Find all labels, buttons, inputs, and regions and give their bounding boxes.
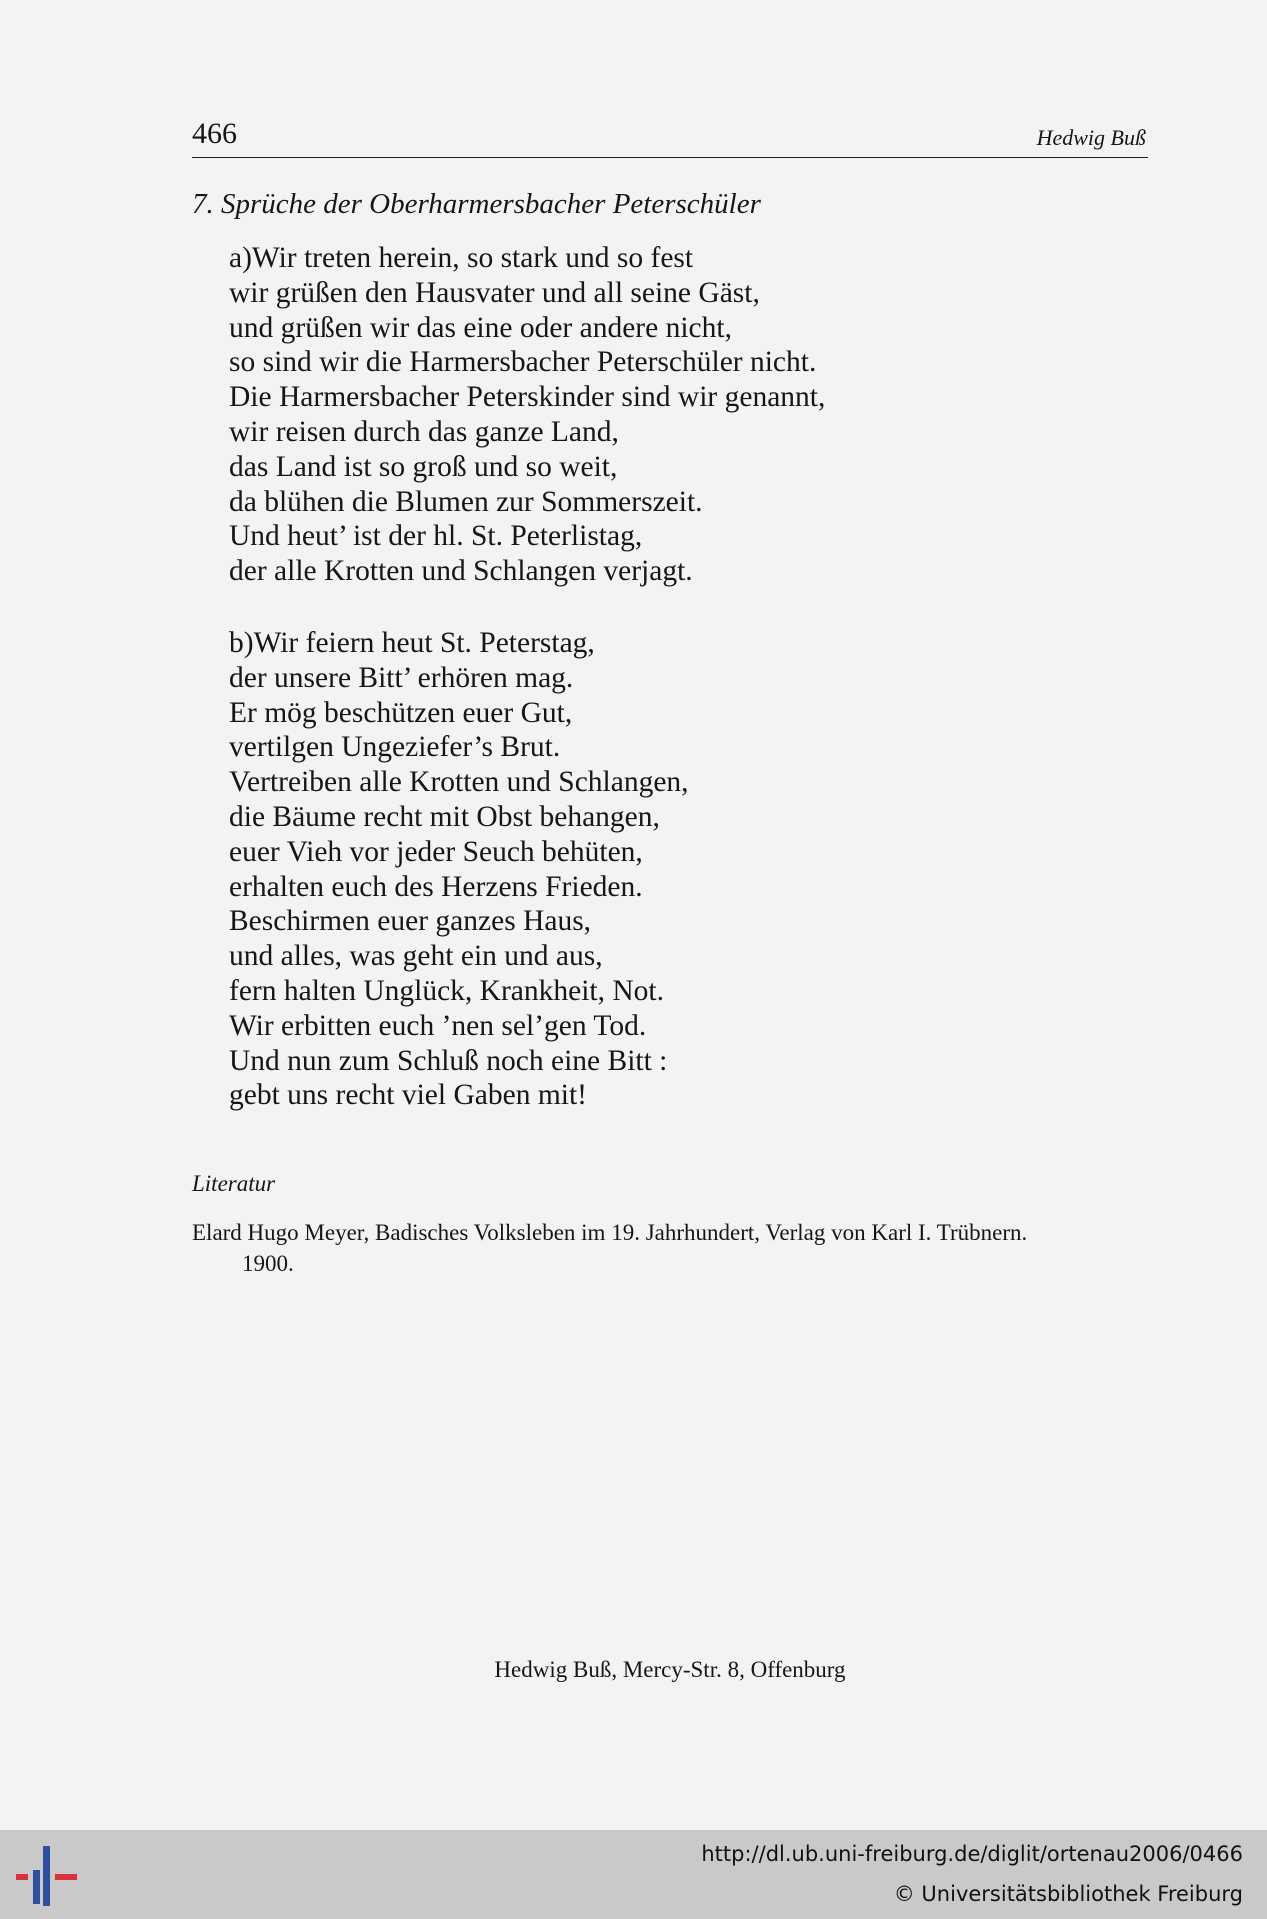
verse-line: der unsere Bitt’ erhören mag. bbox=[229, 661, 574, 694]
verse-line: gebt uns recht viel Gaben mit! bbox=[229, 1079, 587, 1112]
page-header bbox=[192, 117, 1148, 158]
section-title: 7. Sprüche der Oberharmersbacher Peterschüler bbox=[192, 188, 761, 220]
verse-line: Beschirmen euer ganzes Haus, bbox=[229, 905, 592, 938]
author-address: Hedwig Buß, Mercy-Str. 8, Offenburg bbox=[494, 1657, 846, 1682]
verse-line: und grüßen wir das eine oder andere nicht, bbox=[229, 311, 732, 344]
verse-line: so sind wir die Harmersbacher Peterschüler nicht. bbox=[229, 346, 817, 379]
verse-line: die Bäume recht mit Obst behangen, bbox=[229, 800, 660, 833]
running-head: Hedwig Buß bbox=[1036, 125, 1146, 150]
verse-line: euer Vieh vor jeder Seuch behüten, bbox=[229, 835, 643, 868]
literature-entry-line: Elard Hugo Meyer, Badisches Volksleben im 19. Jahrhundert, Verlag von Karl I. Trübnern. bbox=[192, 1220, 1028, 1245]
verse-line: wir reisen durch das ganze Land, bbox=[229, 415, 619, 448]
verse-line: Und heut’ ist der hl. St. Peterlistag, bbox=[229, 520, 643, 553]
permalink-url[interactable]: http://dl.ub.uni-freiburg.de/diglit/ortenau2006/0466 bbox=[701, 1842, 1243, 1866]
verse-line: Die Harmersbacher Peterskinder sind wir genannt, bbox=[229, 381, 826, 414]
verse-line: Er mög beschützen euer Gut, bbox=[229, 696, 573, 729]
verse-line: und alles, was geht ein und aus, bbox=[229, 940, 603, 973]
verse-line: wir grüßen den Hausvater und all seine Gäst, bbox=[229, 276, 760, 309]
verse-line: der alle Krotten und Schlangen verjagt. bbox=[229, 555, 693, 588]
copyright-notice: © Universitätsbibliothek Freiburg bbox=[893, 1882, 1243, 1906]
verse-line: Wir erbitten euch ’nen sel’gen Tod. bbox=[229, 1009, 647, 1042]
literature-entry-year: 1900. bbox=[242, 1251, 294, 1276]
verse-line: erhalten euch des Herzens Frieden. bbox=[229, 870, 643, 903]
verse-a bbox=[229, 241, 825, 589]
verse-line: Vertreiben alle Krotten und Schlangen, bbox=[229, 766, 689, 799]
library-logo-icon bbox=[14, 1844, 80, 1908]
verse-line: fern halten Unglück, Krankheit, Not. bbox=[229, 974, 664, 1007]
literature-entry bbox=[192, 1217, 1152, 1279]
verse-line: b)Wir feiern heut St. Peterstag, bbox=[229, 627, 595, 659]
page-number: 466 bbox=[192, 117, 237, 150]
verse-b bbox=[229, 626, 689, 1113]
verse-line: Und nun zum Schluß noch eine Bitt : bbox=[229, 1044, 668, 1077]
verse-line: da blühen die Blumen zur Sommerszeit. bbox=[229, 485, 703, 518]
literature-heading: Literatur bbox=[192, 1171, 276, 1196]
verse-line: das Land ist so groß und so weit, bbox=[229, 450, 618, 483]
footer-bar bbox=[0, 1830, 1267, 1919]
verse-line: vertilgen Ungeziefer’s Brut. bbox=[229, 731, 561, 764]
verse-line: a)Wir treten herein, so stark und so fest bbox=[229, 242, 694, 274]
